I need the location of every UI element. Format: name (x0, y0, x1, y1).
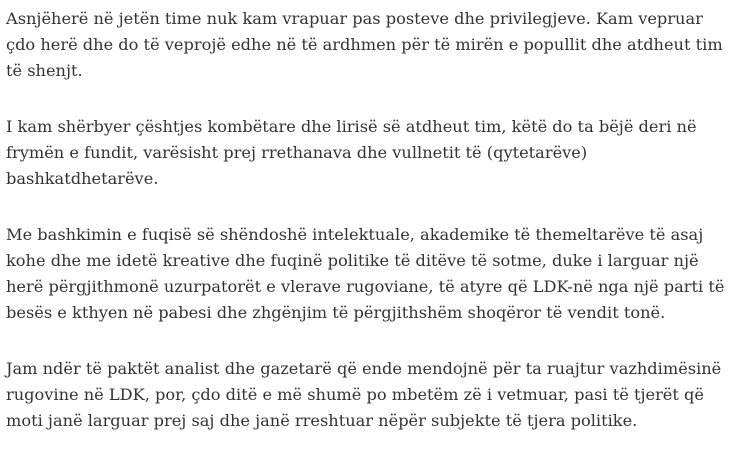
paragraph-line: bashkatdhetarëve. (6, 169, 159, 188)
paragraph-line: I kam shërbyer çështjes kombëtare dhe lirisë së atdheut tim, këtë do ta bëjë deri në (6, 117, 697, 136)
paragraph-line: Me bashkimin e fuqisë së shëndoshë intelektuale, akademike të themeltarëve të asaj (6, 225, 704, 244)
paragraph-line: herë përgjithmonë uzurpatorët e vlerave rugoviane, të atyre që LDK-në nga një parti të (6, 277, 725, 296)
paragraph-line: besës e kthyen në pabesi dhe zhgënjim të përgjithshëm shoqëror të vendit tonë. (6, 303, 666, 322)
paragraph-line: Jam ndër të paktët analist dhe gazetarë që ende mendojnë për ta ruajtur vazhdimësinë (6, 359, 722, 378)
paragraph-3 (6, 222, 752, 326)
paragraph-line: Asnjëherë në jetën time nuk kam vrapuar pas posteve dhe privilegjeve. Kam vepruar (6, 9, 703, 28)
paragraph-line: rugovine në LDK, por, çdo ditë e më shumë po mbetëm zë i vetmuar, pasi të tjerët që (6, 385, 704, 404)
paragraph-1 (6, 6, 752, 84)
paragraph-line: moti janë larguar prej saj dhe janë rreshtuar nëpër subjekte të tjera politike. (6, 411, 638, 430)
paragraph-line: kohe dhe me idetë kreative dhe fuqinë politike të ditëve të sotme, duke i larguar një (6, 251, 699, 270)
paragraph-line: çdo herë dhe do të veprojë edhe në të ardhmen për të mirën e popullit dhe atdheut tim (6, 35, 723, 54)
paragraph-line: të shenjt. (6, 61, 83, 80)
paragraph-2 (6, 114, 752, 192)
paragraph-4 (6, 356, 752, 434)
paragraph-line: frymën e fundit, varësisht prej rrethanava dhe vullnetit të (qytetarëve) (6, 143, 588, 162)
